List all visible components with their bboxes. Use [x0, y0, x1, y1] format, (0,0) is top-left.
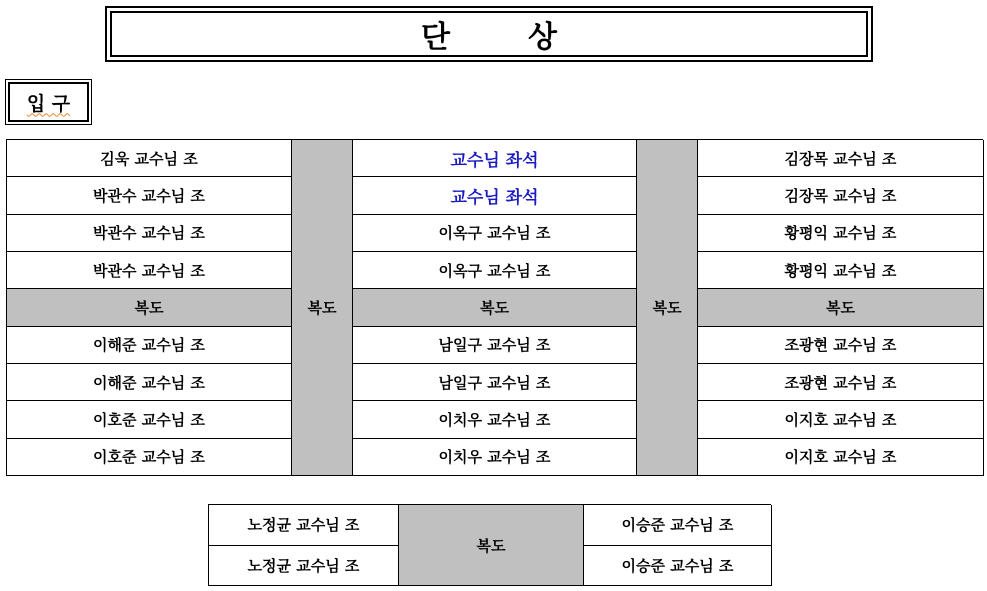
- bottom-seat-left-2: 노정균 교수님 조: [209, 546, 399, 587]
- seat-right-4: 황평익 교수님 조: [698, 252, 984, 289]
- aisle-row-right: 복도: [698, 289, 984, 326]
- seating-grid: [6, 139, 983, 476]
- seat-right-6: 조광현 교수님 조: [698, 327, 984, 364]
- seat-center-4: 이옥구 교수님 조: [353, 252, 637, 289]
- seat-center-8: 이치우 교수님 조: [353, 401, 637, 438]
- entrance-label: 입 구: [26, 92, 71, 115]
- seat-right-7: 조광현 교수님 조: [698, 364, 984, 401]
- aisle-row-center: 복도: [353, 289, 637, 326]
- seat-center-9: 이치우 교수님 조: [353, 439, 637, 476]
- stage-char-left: 단: [421, 20, 450, 55]
- seat-center-7: 남일구 교수님 조: [353, 364, 637, 401]
- seat-right-9: 이지호 교수님 조: [698, 439, 984, 476]
- seat-left-9: 이호준 교수님 조: [7, 439, 292, 476]
- seat-left-4: 박관수 교수님 조: [7, 252, 292, 289]
- faculty-seat-1: 교수님 좌석: [353, 140, 637, 177]
- seat-left-8: 이호준 교수님 조: [7, 401, 292, 438]
- bottom-seat-left-1: 노정균 교수님 조: [209, 505, 399, 546]
- entrance-sign: [5, 79, 92, 125]
- bottom-seating: [208, 504, 771, 586]
- aisle-right: 복도: [637, 140, 698, 476]
- seat-right-3: 황평익 교수님 조: [698, 215, 984, 252]
- bottom-seat-right-2: 이승준 교수님 조: [584, 546, 772, 587]
- stage-label: [110, 11, 868, 57]
- stage-char-right: 상: [528, 20, 557, 55]
- bottom-aisle: 복도: [399, 505, 584, 586]
- bottom-seat-right-1: 이승준 교수님 조: [584, 505, 772, 546]
- seat-left-1: 김욱 교수님 조: [7, 140, 292, 177]
- aisle-row-left: 복도: [7, 289, 292, 326]
- seat-left-2: 박관수 교수님 조: [7, 177, 292, 214]
- seat-left-6: 이해준 교수님 조: [7, 327, 292, 364]
- seat-right-1: 김장목 교수님 조: [698, 140, 984, 177]
- seat-center-3: 이옥구 교수님 조: [353, 215, 637, 252]
- seat-right-2: 김장목 교수님 조: [698, 177, 984, 214]
- aisle-left: 복도: [292, 140, 353, 476]
- faculty-seat-2: 교수님 좌석: [353, 177, 637, 214]
- seat-left-7: 이해준 교수님 조: [7, 364, 292, 401]
- seat-right-8: 이지호 교수님 조: [698, 401, 984, 438]
- seat-left-3: 박관수 교수님 조: [7, 215, 292, 252]
- stage-banner: [105, 6, 873, 62]
- seat-center-6: 남일구 교수님 조: [353, 327, 637, 364]
